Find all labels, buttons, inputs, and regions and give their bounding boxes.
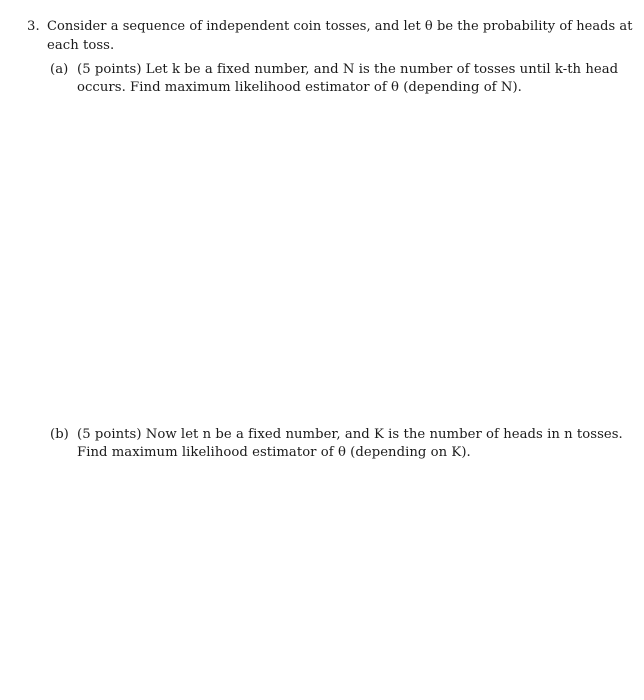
- part-b-line-1: (5 points) Now let n be a fixed number, and K is the number of heads in n tosses.: [77, 427, 623, 442]
- part-a-line-1: (5 points) Let k be a fixed number, and N is the number of tosses until k-th head: [77, 62, 619, 77]
- part-b-label: (b): [50, 427, 69, 442]
- problem-statement-line-1: Consider a sequence of independent coin tosses, and let θ be the probability of heads at: [47, 19, 633, 34]
- part-b-line-2: Find maximum likelihood estimator of θ (depending on K).: [77, 445, 471, 460]
- part-a-line-2: occurs. Find maximum likelihood estimator of θ (depending of N).: [77, 80, 522, 95]
- problem-statement-line-2: each toss.: [47, 38, 115, 53]
- problem-number: 3.: [27, 19, 40, 34]
- part-a-label: (a): [50, 62, 69, 77]
